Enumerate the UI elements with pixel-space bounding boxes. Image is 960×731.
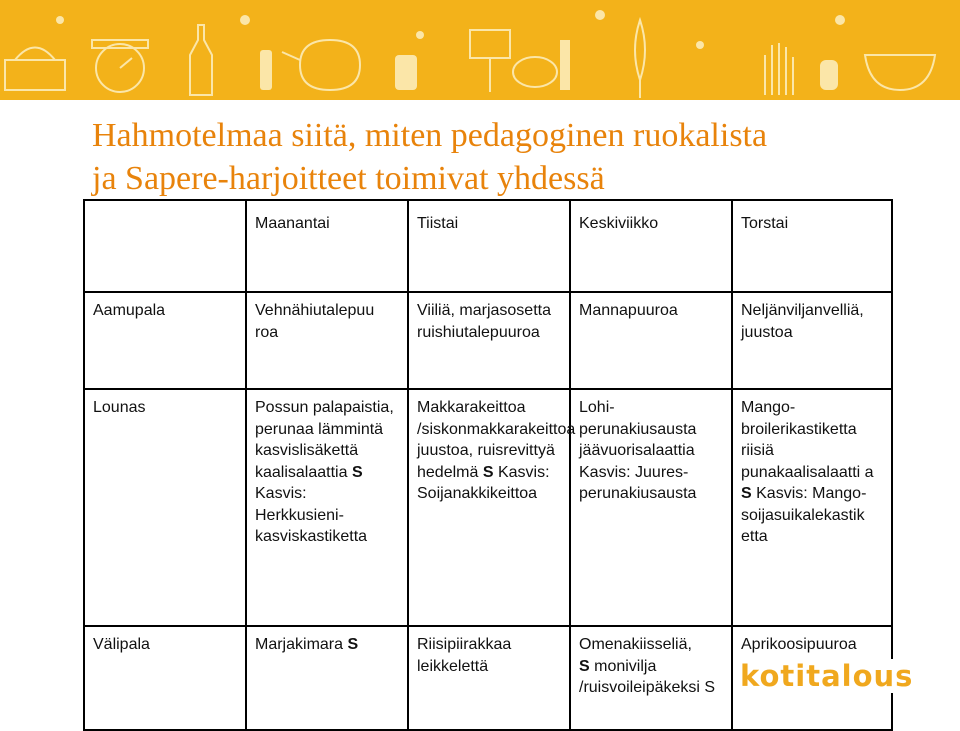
title-line-1: Hahmotelmaa siitä, miten pedagoginen ruokalista [92,117,768,154]
slide-title [92,114,892,200]
table-header-cell: Maanantai [246,200,408,292]
table-cell: Aprikoosipuuroa [732,626,892,730]
table-cell: Viiliä, marjasosetta ruishiutalepuuroa [408,292,570,389]
table-cell: Vehnähiutalepuu roa [246,292,408,389]
teapot-icon [282,40,360,90]
cell-text: Kasvis: Herkkusieni-kasviskastiketta [255,485,368,545]
table-cell: Neljänviljanvelliä, juustoa [732,292,892,389]
glove-icon [765,43,793,95]
whisk-icon [635,20,645,98]
pot-icon [5,48,65,91]
cell-text: Omenakiisseliä, [579,636,692,653]
table-cell: Riisipiirakkaa leikkelettä [408,626,570,730]
row-label: Välipala [84,626,246,730]
cell-text: Possun palapaistia, perunaa lämmintä kasvislisäkettä kaalisalaattia [255,399,394,481]
table-cell [246,389,408,626]
cell-text: Marjakimara [255,636,344,653]
table-header-cell: Tiistai [408,200,570,292]
meat-icon [513,57,557,87]
table-header-cell: Torstai [732,200,892,292]
sapere-mark: S [347,636,359,653]
sapere-mark: S [482,463,494,481]
cleaver-icon [470,30,510,92]
kotitalous-logo: kotitalous [736,659,917,693]
kitchen-scale-icon [92,40,148,92]
cell-text: Mango-broilerikastiketta riisiä punakaalisalaatti a [741,399,874,481]
table-header-row [84,200,892,292]
sapere-mark: S [741,485,752,502]
table-header-cell [84,200,246,292]
sapere-mark: S [579,657,590,675]
sapere-mark: S [351,463,363,481]
table-cell [732,389,892,626]
kitchen-pattern [0,0,960,100]
cell-text: Kasvis: Mango-soijasuikalekastik etta [741,485,867,545]
row-label: Aamupala [84,292,246,389]
cell-text: Makkarakeittoa /siskonmakkarakeittoa juustoa, ruisrevittyä hedelmä [417,399,576,481]
bottle-icon [190,25,212,95]
colander-icon [865,55,935,90]
cell-text: Kasvis: Soijanakkikeittoa [417,463,550,502]
row-label: Lounas [84,389,246,626]
table-row [84,292,892,389]
menu-table [83,199,893,731]
table-cell: Mannapuuroa [570,292,732,389]
table-header-cell: Keskiviikko [570,200,732,292]
table-cell: Lohi-perunakiusausta jäävuorisalaattia Kasvis: Juures-perunakiusausta [570,389,732,626]
table-row [84,389,892,626]
table-cell [570,626,732,730]
table-cell [246,626,408,730]
cell-text: monivilja /ruisvoileipäkeksi S [579,657,716,696]
kitchen-pattern-banner [0,0,960,100]
title-line-2: ja Sapere-harjoitteet toimivat yhdessä [92,160,605,197]
table-cell [408,389,576,626]
